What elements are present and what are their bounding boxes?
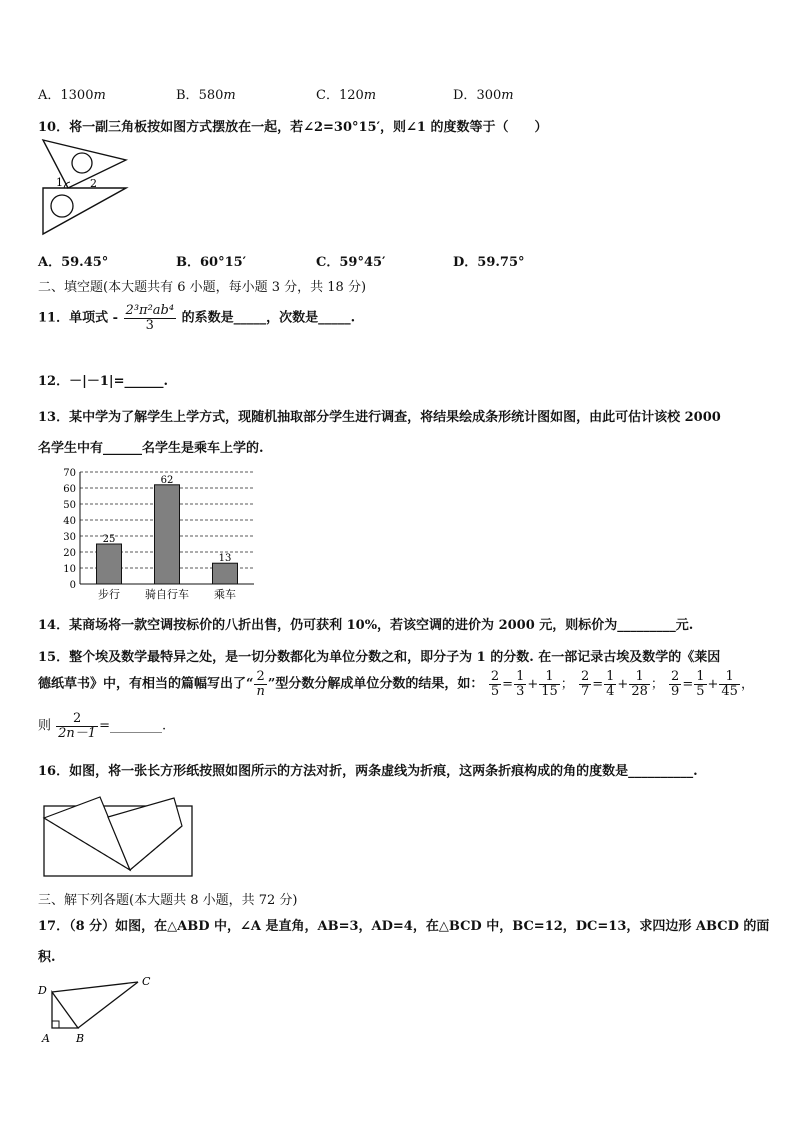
q13-line-1: 13．某中学为了解学生上学方式，现随机抽取部分学生进行调查，将结果绘成条形统计图如图，由此可估计该校 2000 <box>38 410 721 425</box>
y-tick-label: 20 <box>63 548 76 559</box>
q13-bar-chart <box>58 464 263 604</box>
q17-label-c: C <box>142 975 151 988</box>
q10-triangle-figure <box>38 136 130 240</box>
q13-line-2: 名学生中有______名学生是乘车上学的. <box>38 441 264 456</box>
y-tick-label: 10 <box>63 564 76 575</box>
section-2-heading: 二、填空题(本大题共有 6 小题，每小题 3 分，共 18 分) <box>38 280 367 295</box>
q17-label-a: A <box>42 1032 50 1045</box>
bar <box>213 563 238 584</box>
q16-folded-paper-figure <box>38 792 198 880</box>
q10-option-b: B．60°15′ <box>176 255 247 270</box>
q16-text: 16．如图，将一张长方形纸按照如图所示的方法对折，两条虚线为折痕，这两条折痕构成的角的度数是__________. <box>38 764 698 779</box>
q9-option-a: A．1300m <box>38 88 106 103</box>
y-tick-label: 60 <box>63 484 76 495</box>
q17-quadrilateral-figure <box>34 972 164 1048</box>
x-category-label: 骑自行车 <box>145 588 189 601</box>
q10-option-d: D．59.75° <box>453 255 525 270</box>
bar-value-label: 25 <box>102 534 116 545</box>
q10-label-2: 2 <box>90 177 97 190</box>
q17-line-2: 积. <box>38 950 56 965</box>
y-tick-label: 30 <box>63 532 76 543</box>
q17-label-d: D <box>38 984 47 997</box>
y-tick-label: 0 <box>69 580 76 591</box>
x-category-label: 乘车 <box>214 588 236 601</box>
y-tick-label: 70 <box>63 468 76 479</box>
q14-text: 14．某商场将一款空调按标价的八折出售，仍可获利 10%，若该空调的进价为 2000 元，则标价为_________元. <box>38 618 694 633</box>
bar <box>97 544 122 584</box>
bar <box>155 485 180 584</box>
q9-option-d: D．300m <box>453 88 514 103</box>
q17-label-b: B <box>76 1032 85 1045</box>
x-category-label: 步行 <box>98 588 120 601</box>
q10-option-a: A．59.45° <box>38 255 109 270</box>
bar-value-label: 62 <box>160 474 174 486</box>
q10-option-c: C．59°45′ <box>316 255 386 270</box>
q17-line-1: 17．（8 分）如图，在△ABD 中，∠A 是直角，AB=3，AD=4，在△BCD 中，BC=12，DC=13，求四边形 ABCD 的面 <box>38 919 770 934</box>
q11-text: 11．单项式 - $\frac{\text{2³π²ab⁴}}{3}$ 的系数是_____，次数是_____. <box>38 303 356 333</box>
q9-option-b: B．580m <box>176 88 236 103</box>
bar-value-label: 13 <box>218 553 232 565</box>
y-tick-label: 40 <box>63 516 76 527</box>
q10-label-1: 1 <box>56 176 63 189</box>
q15-line-1: 15．整个埃及数学最特异之处，是一切分数都化为单位分数之和，即分子为 1 的分数. 在一部记录古埃及数学的《莱因 <box>38 650 721 665</box>
q9-option-c: C．120m <box>316 88 377 103</box>
q15-line-3: 则 $\frac{2}{2n-1}$ =________. <box>38 711 167 741</box>
section-3-heading: 三、解下列各题(本大题共 8 小题，共 72 分) <box>38 893 298 908</box>
y-tick-label: 50 <box>63 500 76 511</box>
q10-text: 10．将一副三角板按如图方式摆放在一起，若∠2=30°15′，则∠1 的度数等于（ ） <box>38 120 548 135</box>
q12-text: 12．－|－1|=______. <box>38 374 169 389</box>
q15-line-2: 德纸草书》中，有相当的篇幅写出了“ $\frac{2}{n}$ ”型分数分解成单位分数的结果，如： $\frac{2}{5}$ = $\frac{1}{3}$ + $\frac{1}{15}$ ； $\frac{2}{7}$ = $\frac{1}{4}$ + $\frac{1}{28}$ ； $\frac{2}{9}$ = $\frac{1}{5}$ + $\frac{1}{45}$ ， <box>38 669 754 699</box>
